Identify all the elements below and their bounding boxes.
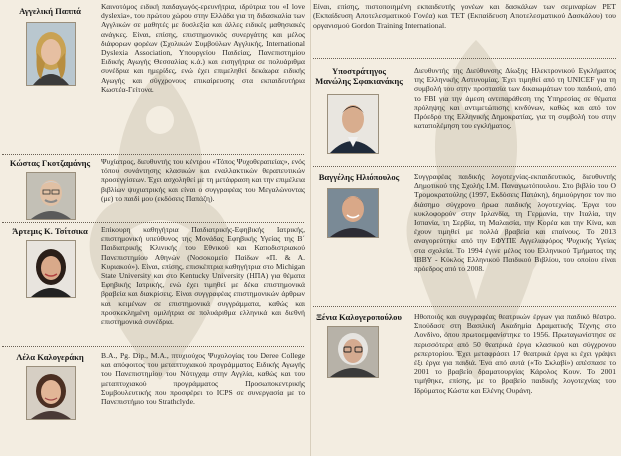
speaker-bio: Ηθοποιός και συγγραφέας θεατρικών έργων για παιδικό θέατρο. Σπούδασε στη Βασιλική Ακαδημία Δραματικής Τέχνης στο Λονδίνο, όπου πρωτοεμφανίστηκε το 1956. Πρωταγωνίστησε σε περισσότερα από 50 θεατρικά έργα κλασικού και σύγχρονου ρεπερτορίου. Έχει μεταφράσει 17 θεατρικά έργα κι έχει γράψει έξι έργα για παιδιά. Ένα από αυτά («Το Σκλαβί») απέσπασε το 2001 το βραβείο δραματουργίας Κάρολος Κουν. Το 2001 τιμήθηκε, επίσης, με το βραβείο παιδικής λογοτεχνίας του Ιδρύματος Κώστα και Ελένης Ουράνη.: [414, 312, 616, 395]
separator: [2, 154, 304, 155]
speaker-bio: B.A., Pg. Dip., M.A., πτυχιούχος Ψυχολογίας του Deree College και απόφοιτος του μεταπτυχιακού προγράμματος Ειδικής Αγωγής του Πανεπιστημίου του Νότιγχαμ στην Αγγλία, καθώς και του μεταπτυχιακού προγράμματος Προσωποκεντρικής Συμβουλευτικής που προσφέρει το ICPS σε συνεργασία με το Πανεπιστήμιο του Strathclyde.: [101, 351, 305, 407]
speaker-name: Μανώλης Σφακιανάκης: [315, 76, 403, 86]
speaker-name: Ξένια Καλογεροπούλου: [316, 312, 402, 322]
speaker-photo: [327, 188, 379, 238]
portrait-man-uniform-icon: [328, 95, 378, 153]
speaker-photo: [26, 172, 76, 220]
continuation-text: Είναι, επίσης, πιστοποιημένη εκπαιδευτής γονέων και δασκάλων των σεμιναρίων PET (Εκπαίδευση Αποτελεσματικού Γονέα) και TET (Εκπαίδευση Αποτελεσματικού Δασκάλου) του οργανισμού Gordon Training International.: [313, 2, 616, 30]
speaker-bio: Επίκουρη καθηγήτρια Παιδιατρικής-Εφηβικής Ιατρικής, επιστημονική υπεύθυνος της Μονάδας Εφηβικής Υγείας της Β΄ Παιδιατρικής Κλινικής του Εθνικού και Καποδιστριακού Πανεπιστημίου Αθηνών (Νοσοκομείο Παίδων «Π. & Α. Κυριακού»). Είναι, επίσης, επισκέπτρια καθηγήτρια στο Michigan State University και στο Kentucky University (ΗΠΑ) για θέματα Εφηβικής Ιατρικής, ενώ έχει τιμηθεί με δέκα επιστημονικά βραβεία και διακρίσεις. Είναι συγγραφέας επιστημονικών άρθρων και κειμένων σε επιστημονικά συγγράμματα, καθώς και προσκεκλημένη ομιλήτρια σε πολυάριθμα ελληνικά και διεθνή επιστημονικά συνέδρια.: [101, 225, 305, 327]
speaker-photo: [327, 326, 379, 378]
right-page: [311, 0, 621, 456]
speaker-bio: Καινοτόμος ειδική παιδαγωγός-ερευνήτρια, ιδρύτρια του «I love dyslexia», του πρώτου χώρου στην Ελλάδα για τη διδασκαλία των Αγγλικών σε μαθητές με δυσλεξία και άλλες ειδικές μαθησιακές ανάγκες. Είναι, επίσης, επιστημονικός συνεργάτης και μέλος διάφορων φορέων (Σχολικών Συμβούλων Αγγλικής, International Dyslexia Association, Υπουργείου Παιδείας, Πανεπιστημίου Ειδικής Αγωγής Θεσσαλίας κ.ά.) και εισηγήτρια σε πολυάριθμα συνέδρια και ημερίδες, ενώ έχει επιμεληθεί δεκάωρα ειδικής Αγωγής και σύγχρονους επικαίρευσης στα εκπαιδευτήρια Κωστέα-Γείτονα.: [101, 2, 305, 94]
speaker-photo: [26, 22, 76, 86]
speaker-photo: [327, 94, 379, 154]
portrait-man-gray-icon: [27, 173, 75, 219]
speaker-bio: Ψυχίατρος, διευθυντής του κέντρου «Τόπος Ψυχοθεραπείας», ενός τόπου συνάντησης κλασικών και εναλλακτικών θεραπευτικών προσεγγίσεων. Έχει ασχοληθεί με τη μετάφραση και την επιμέλεια βιβλίων ψυχιατρικής και είναι ο συγγραφέας του Μεγαλώνοντας (με) το παιδί μου (εκδόσεις Παπάζη).: [101, 157, 305, 203]
portrait-woman-glasses-icon: [328, 327, 378, 377]
speaker-title: Υποστράτηγος: [331, 66, 387, 76]
separator: [2, 222, 304, 223]
speaker-name: Κώστας Γκοτζαμάνης: [9, 158, 91, 168]
portrait-man-smiling-icon: [328, 189, 378, 237]
speaker-photo: [26, 240, 76, 298]
separator: [313, 166, 616, 167]
portrait-woman-dark-icon: [27, 241, 75, 297]
portrait-woman-blonde-icon: [27, 23, 75, 85]
speaker-name: Άρτεμις Κ. Τσίτσικα: [12, 226, 88, 236]
speaker-name: Λέλα Καλογεράκη: [16, 352, 84, 362]
portrait-woman-brunette-icon: [27, 367, 75, 419]
speaker-bio: Συγγραφέας παιδικής λογοτεχνίας-εκπαιδευτικός, διευθυντής Δημοτικού της Σχολής Ι.Μ. Παναγιωτόπουλου. Στο βιβλίο του Ο Τρομοκρατούλης (1997, Εκδόσεις Πατάκη), δημιούργησε τον πιο διάσημο σύγχρονο ήρωα παιδικής λογοτεχνίας. Έργα του κυκλοφορούν στην Ιρλανδία, τη Γερμανία, την Ιταλία, την Ισπανία, τη Σερβία, τη Μαλαισία, την Κορέα και την Κίνα, και έχουν τιμηθεί με πολλά βραβεία και επαίνους. Το 2013 αναγορεύτηκε από την ΕΦΥΠΕ Αγγελιαφόρος Ψυχικής Υγείας στα σχολεία. Το 1994 έγινε μέλος του Ελληνικού Τμήματος της IBBY - Κύκλος Ελληνικού Παιδικού Βιβλίου, του οποίου είναι πρόεδρος από το 2008.: [414, 172, 616, 274]
separator: [2, 346, 304, 347]
speaker-name: Βαγγέλης Ηλιόπουλος: [318, 172, 400, 182]
separator: [313, 58, 616, 59]
speaker-name: Αγγελική Παππά: [19, 6, 81, 16]
speaker-photo: [26, 366, 76, 420]
left-page: [0, 0, 310, 456]
speaker-bio: Διευθυντής της Διεύθυνσης Δίωξης Ηλεκτρονικού Εγκλήματος της Ελληνικής Αστυνομίας. Έχει τιμηθεί από τη UNICEF για τη συμβολή του στην προστασία των δικαιωμάτων του παιδιού, από το FBI για την άμεση αντιπαράθεση της Υπηρεσίας σε θέματα πρόληψης και αντιμετώπισης κινδύνων, καθώς και από τον Πρόεδρο της Ελληνικής Δημοκρατίας, για τη συμβολή του στην καταπολέμηση του εγκλήματος.: [414, 66, 616, 131]
separator: [313, 306, 616, 307]
